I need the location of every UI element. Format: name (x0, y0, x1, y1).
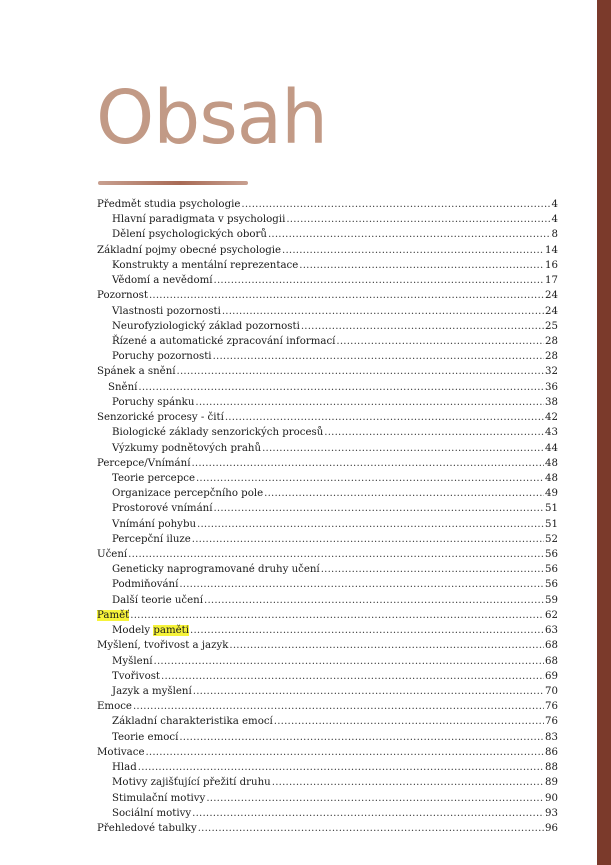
toc-page-number: 43 (545, 427, 558, 439)
toc-page-number: 4 (551, 199, 558, 210)
toc-entry-label: Dělení psychologických oborů (112, 229, 267, 241)
dot-leader (213, 349, 544, 364)
toc-section[interactable] (97, 730, 558, 745)
dot-leader (214, 273, 545, 288)
toc-page-number: 59 (545, 594, 558, 606)
toc-chapter[interactable] (97, 638, 558, 653)
toc-page-number: 68 (545, 640, 558, 652)
dot-leader (222, 304, 544, 319)
toc-section[interactable] (97, 212, 558, 227)
dot-leader (206, 791, 544, 806)
dot-leader (190, 623, 544, 638)
toc-page-number: 28 (545, 335, 558, 347)
toc-page-number: 28 (545, 351, 558, 363)
search-highlight: paměti (153, 625, 190, 637)
toc-entry-label: Hlavní paradigmata v psychologii (112, 214, 286, 226)
dot-leader (133, 699, 544, 714)
dot-leader (268, 227, 551, 242)
toc-section[interactable] (97, 562, 558, 577)
dot-leader (128, 547, 544, 562)
toc-entry-label: Učení (97, 549, 128, 561)
toc-page-number: 70 (545, 686, 558, 697)
toc-section[interactable] (97, 654, 558, 669)
dot-leader (179, 730, 544, 745)
toc-page-number: 8 (551, 229, 558, 241)
toc-chapter[interactable] (97, 410, 558, 425)
toc-page-number: 88 (545, 762, 558, 774)
toc-page-number: 62 (545, 609, 558, 621)
dot-leader (241, 197, 550, 212)
toc-page-number: 25 (545, 320, 558, 332)
dot-leader (336, 334, 544, 349)
toc-entry-label: Snění (108, 381, 138, 393)
toc-entry-label: Myšlení, tvořivost a jazyk (97, 640, 229, 652)
toc-page-number: 51 (545, 503, 558, 515)
dot-leader (213, 501, 544, 516)
toc-entry-label: Motivy zajišťující přežití druhu (112, 777, 271, 789)
dot-leader (197, 517, 544, 532)
toc-page-number: 56 (545, 549, 558, 561)
dot-leader (177, 364, 545, 379)
toc-chapter[interactable] (97, 288, 558, 303)
dot-leader (272, 775, 544, 790)
toc-section[interactable] (97, 304, 558, 319)
toc-chapter[interactable] (97, 197, 558, 212)
toc-section[interactable] (97, 593, 558, 608)
toc-section[interactable] (97, 791, 558, 806)
toc-section[interactable] (97, 517, 558, 532)
toc-section[interactable] (97, 227, 558, 242)
dot-leader (192, 806, 544, 821)
toc-section[interactable] (97, 684, 558, 699)
dot-leader (149, 288, 544, 303)
toc-entry-label: Teorie percepce (112, 472, 195, 484)
toc-section[interactable] (97, 501, 558, 516)
toc-page-number: 14 (545, 244, 558, 256)
dot-leader (274, 714, 544, 729)
dot-leader (191, 456, 544, 471)
toc-page-number: 24 (545, 305, 558, 317)
toc-entry-label: Biologické základy senzorických procesů (112, 427, 324, 439)
page-title: Obsah (96, 75, 328, 161)
title-underline (98, 181, 248, 185)
toc-entry-label: Prostorové vnímání (112, 503, 213, 515)
toc-section[interactable] (97, 714, 558, 729)
dot-leader (282, 243, 544, 258)
toc-entry-label: Konstrukty a mentální reprezentace (112, 259, 299, 271)
toc-entry-label: Neurofyziologický základ pozornosti (112, 320, 300, 332)
toc-page-number: 48 (545, 472, 558, 484)
toc-section[interactable] (97, 273, 558, 288)
toc-entry-label: Poruchy spánku (112, 396, 195, 408)
dot-leader (179, 577, 544, 592)
toc-page-number: 56 (545, 579, 558, 591)
search-highlight: Paměť (97, 609, 130, 621)
toc-chapter[interactable] (97, 821, 558, 836)
dot-leader (145, 745, 544, 760)
toc-entry-label: Tvořivost (112, 670, 161, 682)
toc-entry-label: Organizace percepčního pole (112, 488, 264, 500)
toc-page-number: 68 (545, 655, 558, 667)
toc-section[interactable] (97, 471, 558, 486)
toc-page-number: 48 (545, 457, 558, 469)
toc-page-number: 76 (545, 701, 558, 713)
dot-leader (195, 395, 544, 410)
dot-leader (262, 441, 544, 456)
toc-entry-label: Stimulační motivy (112, 792, 206, 804)
dot-leader (286, 212, 550, 227)
toc-entry-label: Motivace (97, 746, 145, 758)
toc-entry-label: Teorie emocí (112, 731, 179, 743)
toc-entry-label: Spánek a snění (97, 366, 176, 378)
toc-entry-label: Jazyk a myšlení (112, 686, 192, 697)
toc-page-number: 76 (545, 716, 558, 728)
toc-page-number: 96 (545, 822, 558, 834)
dot-leader (321, 562, 544, 577)
page-edge-bar (597, 0, 611, 865)
toc-section[interactable] (97, 623, 558, 638)
toc-page-number: 89 (545, 777, 558, 789)
toc-entry-label: Modely paměti (112, 625, 190, 637)
toc-page-number: 93 (545, 807, 558, 819)
toc-section[interactable] (97, 577, 558, 592)
toc-entry-label: Vnímání pohybu (112, 518, 197, 530)
dot-leader (264, 486, 544, 501)
dot-leader (198, 821, 544, 836)
dot-leader (193, 684, 544, 699)
toc-entry-label: Sociální motivy (112, 807, 192, 819)
toc-entry-label: Percepce/Vnímání (97, 457, 191, 469)
toc-page-number: 90 (545, 792, 558, 804)
toc-section[interactable] (97, 319, 558, 334)
toc-page-number: 52 (545, 533, 558, 545)
dot-leader (138, 380, 544, 395)
toc-entry-label: Senzorické procesy - čití (97, 412, 224, 424)
dot-leader (225, 410, 544, 425)
toc-page-number: 42 (545, 412, 558, 424)
toc-page-number: 16 (545, 259, 558, 271)
toc-section[interactable] (97, 334, 558, 349)
toc-page-number: 69 (545, 670, 558, 682)
toc-section[interactable] (97, 532, 558, 547)
toc-entry-label: Emoce (97, 701, 132, 713)
toc-page-number: 32 (545, 366, 558, 378)
dot-leader (154, 654, 545, 669)
toc-section[interactable] (97, 441, 558, 456)
toc-chapter[interactable] (97, 745, 558, 760)
toc-entry-label: Percepční iluze (112, 533, 191, 545)
toc-chapter[interactable] (97, 699, 558, 714)
dot-leader (324, 425, 544, 440)
toc-page-number: 51 (545, 518, 558, 530)
toc-chapter[interactable] (97, 608, 558, 623)
toc-entry-label: Podmiňování (112, 579, 179, 591)
toc-entry-label: Poruchy pozornosti (112, 351, 212, 363)
toc-entry-label: Vědomí a nevědomí (112, 275, 213, 287)
toc-page-number: 24 (545, 290, 558, 302)
toc-entry-label: Hlad (112, 762, 137, 774)
table-of-contents (97, 197, 558, 836)
toc-entry-label (97, 608, 129, 623)
dot-leader (161, 669, 544, 684)
dot-leader (301, 319, 544, 334)
toc-section[interactable] (97, 486, 558, 501)
toc-page-number: 4 (551, 214, 558, 226)
toc-page-number: 83 (545, 731, 558, 743)
dot-leader (138, 760, 544, 775)
toc-section[interactable] (97, 806, 558, 821)
toc-entry-label: Výzkumy podnětových prahů (112, 442, 262, 454)
toc-chapter[interactable] (97, 456, 558, 471)
toc-section[interactable] (97, 760, 558, 775)
toc-section[interactable] (97, 425, 558, 440)
dot-leader (196, 471, 544, 486)
dot-leader (229, 638, 544, 653)
toc-entry-label: Základní charakteristika emocí (112, 716, 273, 728)
dot-leader (299, 258, 544, 273)
toc-section[interactable] (97, 669, 558, 684)
toc-page-number: 49 (545, 488, 558, 500)
dot-leader (130, 608, 544, 623)
toc-entry-label: Další teorie učení (112, 594, 203, 606)
toc-entry-label: Myšlení (112, 655, 153, 667)
toc-entry-label: Pozornost (97, 290, 148, 302)
toc-entry-label: Předmět studia psychologie (97, 199, 241, 210)
toc-page-number: 38 (545, 396, 558, 408)
toc-section[interactable] (97, 775, 558, 790)
toc-section[interactable] (97, 380, 558, 395)
toc-section[interactable] (97, 258, 558, 273)
toc-section[interactable] (97, 395, 558, 410)
dot-leader (192, 532, 544, 547)
toc-page-number: 36 (545, 381, 558, 393)
toc-entry-label: Přehledové tabulky (97, 822, 197, 834)
dot-leader (204, 593, 544, 608)
toc-chapter[interactable] (97, 243, 558, 258)
toc-page-number: 17 (545, 275, 558, 287)
toc-entry-label: Základní pojmy obecné psychologie (97, 244, 282, 256)
toc-entry-label: Vlastnosti pozornosti (112, 305, 221, 317)
toc-page-number: 63 (545, 625, 558, 637)
toc-chapter[interactable] (97, 364, 558, 379)
toc-section[interactable] (97, 349, 558, 364)
toc-page-number: 86 (545, 746, 558, 758)
toc-entry-label: Geneticky naprogramované druhy učení (112, 564, 320, 576)
toc-entry-label: Řízené a automatické zpracování informací (112, 335, 336, 347)
toc-page-number: 56 (545, 564, 558, 576)
toc-page-number: 44 (545, 442, 558, 454)
toc-chapter[interactable] (97, 547, 558, 562)
